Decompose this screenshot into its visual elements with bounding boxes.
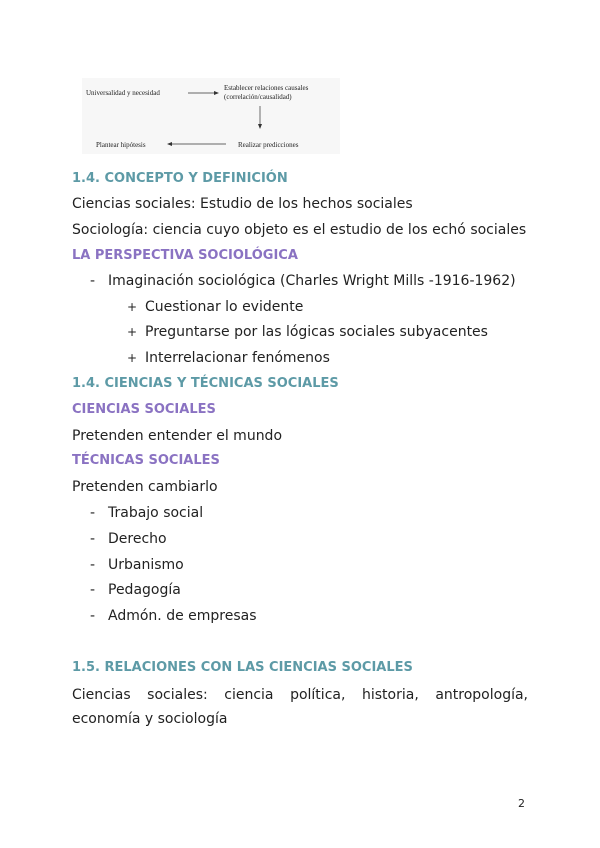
page-number: 2: [518, 797, 525, 810]
method-diagram: [82, 78, 340, 154]
subheading-ciencias-sociales: CIENCIAS SOCIALES: [72, 402, 216, 417]
arrowhead-icon: [214, 91, 219, 95]
plus-marker: +: [127, 325, 138, 339]
text-relaciones-line2: economía y sociología: [72, 711, 228, 727]
list-item: [90, 504, 203, 522]
list-item: [90, 607, 257, 625]
text-ciencias-sociales: Ciencias sociales: Estudio de los hechos sociales: [72, 196, 413, 212]
list-item: [127, 298, 303, 316]
diagram-node-predicciones: Realizar predicciones: [238, 141, 299, 149]
list-item-text: Preguntarse por las lógicas sociales subyacentes: [145, 324, 488, 340]
list-item: [127, 323, 488, 341]
list-item-text: Derecho: [108, 531, 167, 547]
diagram-node-universalidad: Universalidad y necesidad: [86, 89, 160, 97]
list-item-text: Pedagogía: [108, 582, 181, 598]
text-cambiarlo: Pretenden cambiarlo: [72, 479, 218, 495]
list-item-text: Urbanismo: [108, 557, 184, 573]
list-item-text: Imaginación sociológica (Charles Wright Mills -1916-1962): [108, 273, 516, 289]
dash-marker: -: [90, 608, 96, 624]
list-item-text: Cuestionar lo evidente: [145, 299, 304, 315]
heading-concepto: 1.4. CONCEPTO Y DEFINICIÓN: [72, 171, 288, 186]
list-item: [90, 581, 181, 599]
heading-perspectiva: LA PERSPECTIVA SOCIOLÓGICA: [72, 248, 298, 263]
list-item-text: Admón. de empresas: [108, 608, 257, 624]
dash-marker: -: [90, 273, 96, 289]
list-item: [127, 349, 330, 367]
list-item: [90, 556, 184, 574]
dash-marker: -: [90, 582, 96, 598]
heading-relaciones: 1.5. RELACIONES CON LAS CIENCIAS SOCIALES: [72, 660, 413, 675]
arrowhead-icon: [167, 142, 172, 146]
dash-marker: -: [90, 505, 96, 521]
diagram-node-relaciones: Establecer relaciones causales: [224, 84, 309, 92]
list-item: [90, 530, 167, 548]
text-entender: Pretenden entender el mundo: [72, 428, 283, 444]
text-relaciones-line1: Ciencias sociales: ciencia política, historia, antropología,: [72, 687, 528, 703]
heading-ciencias-tecnicas: 1.4. CIENCIAS Y TÉCNICAS SOCIALES: [72, 376, 339, 391]
plus-marker: +: [127, 300, 138, 314]
dash-marker: -: [90, 557, 96, 573]
arrowhead-icon: [258, 124, 262, 129]
list-item-text: Trabajo social: [108, 505, 204, 521]
subheading-tecnicas-sociales: TÉCNICAS SOCIALES: [72, 453, 220, 468]
diagram-node-hipotesis: Plantear hipótesis: [96, 141, 146, 149]
list-item-text: Interrelacionar fenómenos: [145, 350, 330, 366]
list-item: [90, 272, 516, 290]
dash-marker: -: [90, 531, 96, 547]
diagram-node-correlacion: (correlación/causalidad): [224, 93, 292, 101]
text-sociologia: Sociología: ciencia cuyo objeto es el estudio de los echó sociales: [72, 222, 527, 238]
plus-marker: +: [127, 351, 138, 365]
